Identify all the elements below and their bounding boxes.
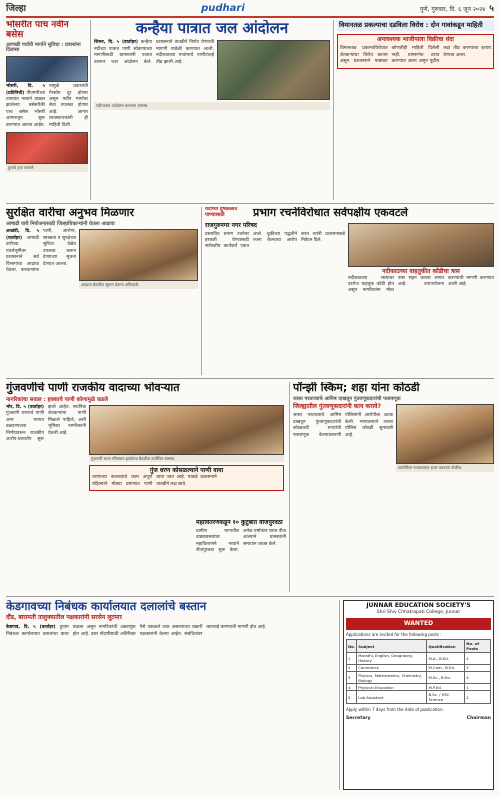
ad-title: JUNNAR EDUCATION SOCIETY'S	[366, 602, 471, 609]
masthead	[6, 4, 494, 18]
election-box	[337, 34, 494, 68]
table-row: 2 Commerce M.Com., B.Ed. 2	[347, 664, 491, 671]
ad-subtitle: Shri Shiv Chhatrapati College, Junnar	[376, 609, 461, 615]
brand-logo: pudhari	[201, 3, 245, 15]
gunj-body: गुंजवणी धरणाचे पाणी अन्य भागात वळवण्याच्या निर्णयावरून राजकीय आरोप-प्रत्यारोप सुरू झाले आहेत. स्थानिक शेतकऱ्यांना पाणी मिळाले पाहिजे, अशी भूमिका नागरिकांनी घेतली आहे.	[6, 404, 86, 443]
table-row: 4 Physical Education M.P.Ed. 1	[347, 684, 491, 691]
election-box-title: अनावश्यक भाजीपाला विक्रीचा धंदा	[377, 36, 454, 44]
college-ad	[343, 600, 494, 790]
kanhaiya-byline: शिरूर, दि. ५ (वार्ताहर)	[94, 40, 139, 46]
section-label: जिल्हा	[6, 3, 26, 14]
ad-contact-secretary: Secretary	[346, 716, 371, 722]
ad-notice-heading: WANTED	[346, 618, 491, 630]
crowd-photo	[348, 223, 494, 267]
bus-headline: भोसरीत पाच नवीन बसेस	[6, 20, 69, 41]
kedgaon-headline: केडगावच्या निबंधक कार्यालयात दलालांचे बस्तान	[6, 600, 207, 613]
punjab-body: जास्त परताव्याचे आमिष दाखवून गुंतवणूकदारांची कोट्यवधी रुपयांची फसवणूक केल्याप्रकरणी पोलिसांनी आरोपीला अटक केली. न्यायालयाने त्याला पोलिस कोठडी सुनावली आहे.	[293, 413, 393, 438]
safety-caption: आढावा बैठकीत सूचना देताना अधिकारी.	[79, 281, 198, 288]
prabhag-story	[205, 207, 494, 375]
election-story	[337, 20, 494, 200]
ad-col-no: No.	[347, 640, 357, 652]
ad-col-subject: Subject	[357, 640, 427, 652]
gunj-box-body: धरणाच्या कालव्याचे काम अपूर्ण राहिल्याने मोठ्या प्रमाणात पाणी वाया जात आहे. याकडे प्रशासनाने तातडीने लक्ष द्यावे.	[92, 475, 217, 487]
ad-intro: Applications are invited for the following posts :	[346, 632, 442, 638]
row-second	[6, 207, 494, 375]
mahavitaran-strip	[6, 520, 494, 590]
meeting-photo	[79, 229, 198, 281]
ad-col-posts: No. of Posts	[465, 640, 491, 652]
gunj-photo	[89, 405, 284, 455]
gunj-box	[89, 465, 284, 491]
safety-subhead: आषाढी वारी नियोजनासाठी जिल्हाधिकाऱ्यांनी घेतला आढावा	[6, 220, 115, 227]
ad-table	[346, 639, 491, 703]
mahavitaran-story	[196, 520, 286, 590]
punjab-photo	[396, 404, 494, 464]
prabhag-box-title: नदीकाठच्या वाहतुकीत कोंडीचा त्रास	[382, 267, 460, 275]
bus-subhead: आणखी पर्यायी मार्गाने सुविधा : प्रवाशांना दिलासा	[6, 41, 81, 54]
truck-photo	[6, 132, 88, 164]
kedgaon-body: दुय्यम निबंधक कार्यालयात दलालांचा वावर वाढला असून नागरिकांची अडवणूक होत आहे. दस्त नोंदणीसाठी अतिरिक्त पैसे उकळले जात असल्याच्या तक्रारी पक्षकारांनी केल्या आहेत. संबंधितांवर कारवाई करण्याची मागणी होत आहे.	[6, 625, 267, 637]
gunj-headline: गुंजवणीचे पाणी राजकीय वादाच्या भोवऱ्यात	[6, 382, 180, 394]
kedgaon-subhead: दौंड, बारामती तालुक्यातील पक्षकारांनी सरसेन लूटमार	[6, 614, 122, 622]
truck-caption: दुधाचे ट्रक पलटले	[6, 164, 88, 171]
punjab-box-title: जिल्ह्यातील गुंतवणूकदारांनी काय करावे?	[293, 403, 381, 411]
election-headline: विमानतळ प्रकल्पाचा दडविला विरोध : दोन गावांकडून माहिती	[337, 20, 494, 31]
row-bottom	[6, 600, 494, 790]
river-photo	[217, 40, 330, 100]
election-body: विमानतळ प्रकल्पाविरोधात शेतकऱ्यांचा विरोध कायम असून प्रशासनाने याबाबत कोणतीही माहिती दिलेली नाही. ग्रामसभेत ठराव करण्यात आला असून पुढील लढा तीव्र करण्याचा इशारा देण्यात आला.	[340, 46, 491, 65]
safety-story	[6, 207, 198, 375]
bus-photo	[6, 56, 88, 82]
ad-col-qualification: Qualification	[427, 640, 465, 652]
gunj-subhead: नागरिकांचा सवाल : हक्काचे पाणी कोणामुळे वळले	[6, 396, 108, 403]
date-line: पुणे, गुरुवार, दि. ६ जून २०२४ ५	[419, 3, 494, 14]
ad-footer: Apply within 7 days from the date of publication.	[346, 706, 444, 712]
kedgaon-byline: केडगाव, दि. ५ (वार्ताहर)	[6, 625, 56, 631]
page-number: ५	[489, 3, 494, 14]
safety-body: आषाढी वारीच्या पार्श्वभूमीवर प्रशासनाने सर्व विभागांचा आढावा घेतला. वारकऱ्यांना पाणी, आरोग्य, स्वच्छता व सुरक्षेच्या सुविधा वेळेत उपलब्ध करून देण्याच्या सूचना देण्यात आल्या.	[6, 229, 76, 273]
prabhag-headline: प्रभाग रचनेविरोधात सर्वपक्षीय एकवटले	[253, 207, 408, 219]
bus-body: पीएमपीच्या ताफ्यात नव्याने दाखल झालेल्या बसेसपैकी पाच बसेस भोसरी आगारातून सुरू करण्यात आल्या आहेत. यामुळे प्रवाशांची गैरसोय दूर होणार असून नवीन मार्गांवर सेवा उपलब्ध होणार आहे. आगार व्यवस्थापकांनी ही माहिती दिली.	[6, 84, 88, 128]
table-row: 3 Physics, Mathematics, Chemistry, Biology M.Sc., B.Ed. 4	[347, 672, 491, 684]
mahavitaran-body: ग्रामीण भागातील वाड्यावस्त्यांवर महावितरणने नव्याने वीजपुरवठा सुरू केला. अनेक वर्षांनंतर घरात वीज आल्याने ग्रामस्थांनी समाधान व्यक्त केले.	[196, 528, 286, 554]
ad-contact-chairman: Chairman	[466, 716, 491, 722]
gunj-caption: गुंजवणी धरण परिसरात झालेल्या बैठकीत उपस्थित ग्रामस्थ.	[89, 455, 284, 462]
safety-byline: आळंदी, दि. ५ (वार्ताहर)	[6, 229, 39, 241]
kanhaiya-story	[94, 20, 330, 200]
punjab-subhead: जास्त परताव्याचे आमिष दाखवून गुंतवणूकदारांची फसवणूक	[293, 395, 401, 402]
safety-headline: सुरक्षित वारीचा अनुभव मिळणार	[6, 207, 135, 219]
punjab-caption: आरोपीला न्यायालयात हजर करताना पोलीस.	[396, 464, 494, 471]
bus-byline: भोसरी, दि. ५ (प्रतिनिधी)	[6, 84, 45, 96]
punjab-headline: पॉन्झी स्किम; शहा यांना कोठडी	[293, 382, 420, 394]
kanhaiya-caption: नदीपात्रात आंदोलन करताना ग्रामस्थ.	[94, 102, 330, 109]
bus-story	[6, 20, 88, 200]
row-top	[6, 20, 494, 200]
prabhag-box-body: नदीकाठच्या रस्त्यावर दररोज वाहतूक कोंडी होत असून नागरिकांना मोठा त्रास सहन करावा लागत आहे. उपाययोजना करण्याची मागणी करण्यात आली आहे.	[348, 275, 494, 294]
kanhaiya-body: कन्हैया नदीच्या पात्रात पाणी सोडण्याच्या मागणीसाठी ग्रामस्थांनी पात्रात उतरून जल आंदोलन केले. प्रशासनाने तातडीने निर्णय घेण्याची मागणी यावेळी करण्यात आली. नदीकाठच्या गावांमध्ये पाणीटंचाई तीव्र झाली आहे.	[94, 40, 214, 65]
gunj-box-title: गुंज धरण कोसळल्याने पाणी वाया	[149, 467, 224, 475]
table-row: 1 Marathi, English, Geography, History M.A., B.Ed. 4	[347, 652, 491, 664]
mahavitaran-headline: महावितरणकडून १० कुटुंबांत वीजपुरवठा	[196, 520, 283, 526]
table-row: 5 Lab Assistant B.Sc. / HSC Science 2	[347, 691, 491, 703]
kanhaiya-headline: कन्हैया पात्रात जल आंदोलन	[135, 20, 289, 37]
kedgaon-story	[6, 600, 336, 790]
prabhag-subhead: राजगुरुनगर नगर परिषद	[205, 221, 257, 229]
prabhag-body: प्रस्तावित प्रभाग रचनेवर हरकती घेण्यासाठी सर्वपक्षीय कार्यकर्ते एकत्र आले. चुकीच्या पद्धतीने रचना केल्याचा आरोप करत त्यांनी प्रशासनाकडे निवेदन दिले.	[205, 231, 345, 250]
prabhag-kicker: यंदाच्या दुष्काळात पाण्यासाठी	[205, 207, 238, 218]
gunj-byline: भोर, दि. ५ (वार्ताहर)	[6, 404, 44, 410]
